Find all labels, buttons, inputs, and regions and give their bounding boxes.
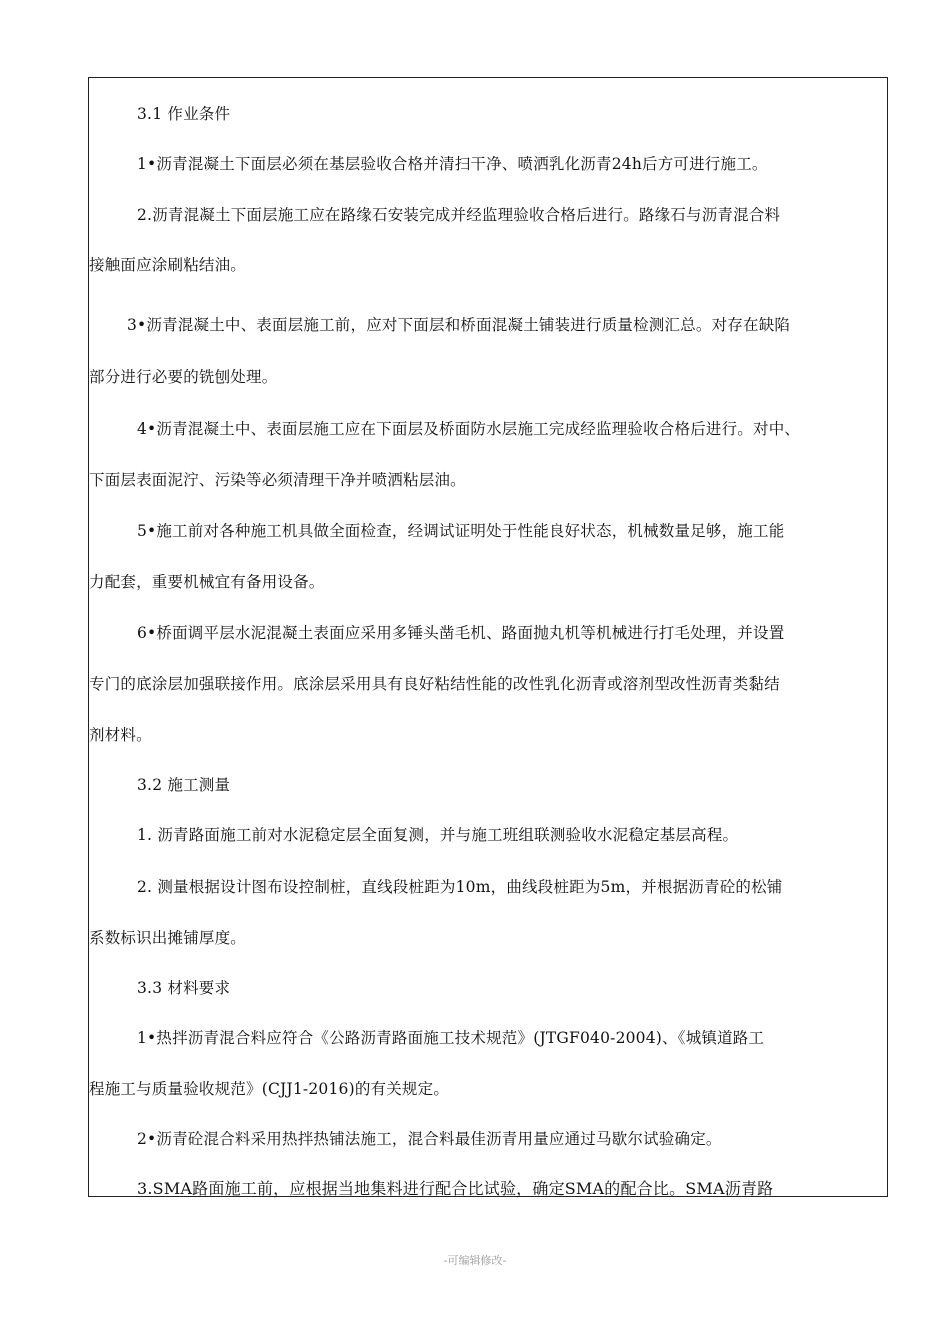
- paragraph-line: 专门的底涂层加强联接作用。底涂层采用具有良好粘结性能的改性乳化沥青或溶剂型改性沥青类黏结: [89, 675, 780, 693]
- paragraph-line: 1•热拌沥青混合料应符合《公路沥青路面施工技术规范》(JTGF040-2004)、《城镇道路工: [137, 1029, 765, 1047]
- paragraph-line: 6•桥面调平层水泥混凝土表面应采用多锤头凿毛机、路面抛丸机等机械进行打毛处理，并设置: [137, 624, 785, 642]
- document-frame: [88, 77, 888, 1197]
- paragraph-line: 2. 测量根据设计图布设控制桩，直线段桩距为10m，曲线段桩距为5m，并根据沥青砼的松铺: [137, 878, 783, 896]
- paragraph-line: 2.沥青混凝土下面层施工应在路缘石安装完成并经监理验收合格后进行。路缘石与沥青混合料: [137, 206, 781, 224]
- paragraph-line: 接触面应涂刷粘结油。: [89, 256, 247, 274]
- section-heading-3-2: 3.2 施工测量: [137, 776, 231, 794]
- paragraph-line: 系数标识出摊铺厚度。: [89, 929, 247, 947]
- paragraph-line: 1. 沥青路面施工前对水泥稳定层全面复测，并与施工班组联测验收水泥稳定基层高程。: [137, 826, 739, 844]
- section-heading-3-3: 3.3 材料要求: [137, 979, 231, 997]
- paragraph-line: 力配套，重要机械宜有备用设备。: [89, 573, 325, 591]
- paragraph-line: 3.SMA路面施工前，应根据当地集料进行配合比试验，确定SMA的配合比。SMA沥青路: [137, 1179, 774, 1198]
- paragraph-line: 3•沥青混凝土中、表面层施工前，应对下面层和桥面混凝土铺装进行质量检测汇总。对存在缺陷: [127, 316, 791, 334]
- paragraph-line: 程施工与质量验收规范》(CJJ1-2016)的有关规定。: [89, 1080, 450, 1098]
- paragraph-line: 5•施工前对各种施工机具做全面检查，经调试证明处于性能良好状态，机械数量足够，施工能: [137, 522, 785, 540]
- section-heading-3-1: 3.1 作业条件: [137, 105, 231, 123]
- paragraph-line: 下面层表面泥泞、污染等必须清理干净并喷洒粘层油。: [89, 471, 466, 489]
- paragraph-line: 1•沥青混凝土下面层必须在基层验收合格并清扫干净、喷洒乳化沥青24h后方可进行施工。: [137, 155, 768, 173]
- paragraph-line: 4•沥青混凝土中、表面层施工应在下面层及桥面防水层施工完成经监理验收合格后进行。对中、: [137, 420, 801, 438]
- page-footer: -可编辑修改-: [443, 1254, 507, 1267]
- paragraph-line: 部分进行必要的铣刨处理。: [89, 368, 278, 386]
- paragraph-line: 2•沥青砼混合料采用热拌热铺法施工，混合料最佳沥青用量应通过马歇尔试验确定。: [137, 1130, 722, 1148]
- paragraph-line: 剂材料。: [89, 726, 152, 744]
